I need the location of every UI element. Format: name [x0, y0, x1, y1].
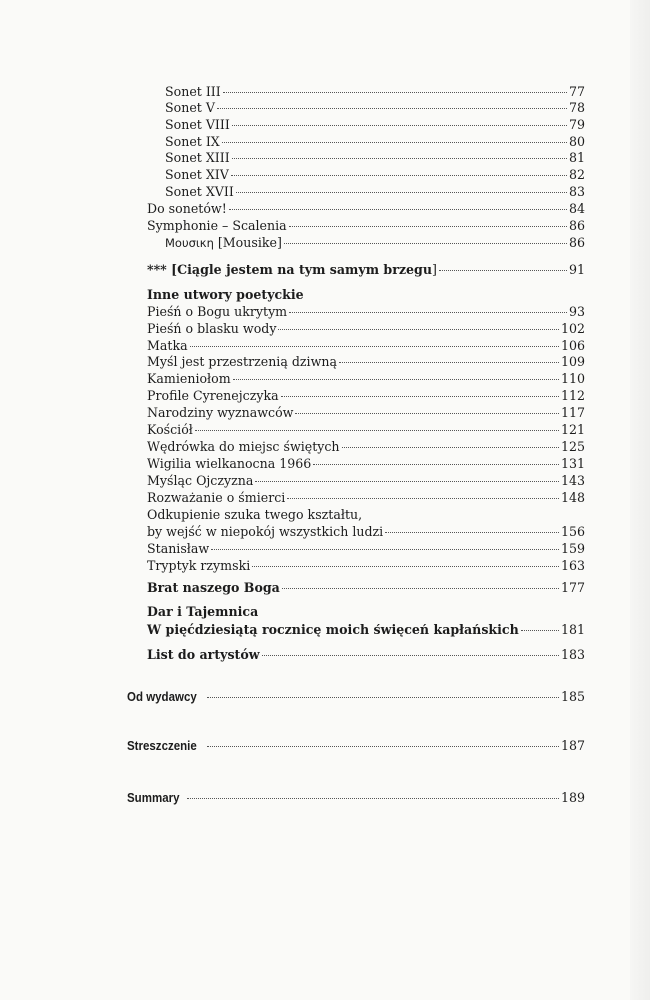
- toc-entry-label: Rozważanie o śmierci: [147, 490, 286, 505]
- label-title: Ciągle jestem na tym samym brzegu: [177, 262, 432, 277]
- leader-dots: [232, 125, 567, 126]
- toc-entry-dar-i-tajemnica[interactable]: [147, 622, 585, 638]
- leader-dots: [236, 192, 567, 193]
- greek-title: Μουσικη: [165, 236, 214, 250]
- toc-entry-label: Wędrówka do miejsc świętych: [147, 439, 340, 454]
- leader-dots: [284, 243, 567, 244]
- toc-entry-label: Kamieniołom: [147, 371, 231, 386]
- toc-page-number: 143: [560, 473, 585, 488]
- toc-entry-label: Sonet V: [165, 100, 215, 115]
- toc-page-number: 181: [560, 622, 585, 637]
- toc-entry-label: Sonet XIII: [165, 150, 230, 165]
- leader-dots: [229, 209, 567, 210]
- toc-entry-label: [165, 235, 282, 251]
- toc-entry-label: Sonet IX: [165, 134, 220, 149]
- toc-entry-piesn-o-bogu[interactable]: [147, 304, 585, 320]
- toc-entry-mysl[interactable]: [147, 354, 585, 370]
- toc-page-number: 185: [560, 689, 585, 704]
- toc-page-number: 177: [560, 580, 585, 595]
- toc-entry-wedrowka[interactable]: [147, 439, 585, 455]
- leader-dots: [195, 430, 559, 431]
- toc-page-number: 77: [568, 84, 585, 99]
- toc-entry-label: Kościół: [147, 422, 193, 437]
- toc-entry-sonet-ix[interactable]: [165, 134, 585, 150]
- toc-entry-label: Narodziny wyznawców: [147, 405, 294, 420]
- toc-page-number: 78: [568, 100, 585, 115]
- toc-page-number: 131: [560, 456, 585, 471]
- toc-entry-label: List do artystów: [147, 647, 260, 662]
- toc-entry-brat-naszego-boga[interactable]: [147, 580, 585, 596]
- toc-page-number: 159: [560, 541, 585, 556]
- toc-entry-label: Myśląc Ojczyzna: [147, 473, 254, 488]
- toc-entry-summary[interactable]: [127, 790, 585, 806]
- toc-page-number: 183: [560, 647, 585, 662]
- toc-page-number: 86: [568, 218, 585, 233]
- leader-dots: [289, 226, 567, 227]
- toc-page-number: 106: [560, 338, 585, 353]
- leader-dots: [385, 532, 559, 533]
- leader-dots: [211, 549, 559, 550]
- toc-page-number: 163: [560, 558, 585, 573]
- toc-entry-piesn-o-blasku[interactable]: [147, 321, 585, 337]
- leader-dots: [289, 312, 567, 313]
- toc-entry-label: Sonet III: [165, 84, 221, 99]
- toc-entry-label: Myśl jest przestrzenią dziwną: [147, 354, 337, 369]
- leader-dots: [521, 630, 559, 631]
- toc-entry-wigilia[interactable]: [147, 456, 585, 472]
- leader-dots: [262, 655, 559, 656]
- toc-page-number: 187: [560, 738, 585, 753]
- leader-dots: [207, 746, 559, 747]
- toc-entry-sonet-iii[interactable]: [165, 84, 585, 100]
- toc-entry-label: Tryptyk rzymski: [147, 558, 251, 573]
- label-prefix: *** [: [147, 262, 178, 277]
- toc-page-number: 189: [560, 790, 585, 805]
- leader-dots: [190, 346, 559, 347]
- toc-page-number: 86: [568, 235, 585, 250]
- toc-entry-tryptyk[interactable]: [147, 558, 585, 574]
- toc-entry-label: Symphonie – Scalenia: [147, 218, 287, 233]
- toc-entry-label: Sonet XIV: [165, 167, 229, 182]
- toc-page-number: 82: [568, 167, 585, 182]
- toc-page-number: 110: [560, 371, 585, 386]
- leader-dots: [223, 92, 567, 93]
- toc-entry-odkupienie-line1: Odkupienie szuka twego kształtu,: [147, 507, 363, 522]
- toc-page-number: 117: [560, 405, 585, 420]
- leader-dots: [342, 447, 559, 448]
- toc-entry-rozwazanie[interactable]: [147, 490, 585, 506]
- toc-entry-label: Wigilia wielkanocna 1966: [147, 456, 312, 471]
- leader-dots: [287, 498, 559, 499]
- toc-entry-profile[interactable]: [147, 388, 585, 404]
- leader-dots: [207, 697, 559, 698]
- toc-entry-label: Streszczenie: [127, 738, 197, 753]
- toc-page-number: 121: [560, 422, 585, 437]
- leader-dots: [282, 588, 559, 589]
- toc-entry-label: Profile Cyrenejczyka: [147, 388, 279, 403]
- toc-entry-od-wydawcy[interactable]: [127, 689, 585, 705]
- toc-page-number: 125: [560, 439, 585, 454]
- toc-page-number: 84: [568, 201, 585, 216]
- toc-entry-label: W pięćdziesiątą rocznicę moich święceń kapłańskich: [147, 622, 519, 637]
- toc-entry-streszczenie[interactable]: [127, 738, 585, 754]
- toc-entry-sonet-xiv[interactable]: [165, 167, 585, 183]
- toc-entry-sonet-xiii[interactable]: [165, 150, 585, 166]
- leader-dots: [233, 379, 559, 380]
- toc-page-number: 80: [568, 134, 585, 149]
- toc-entry-label: Brat naszego Boga: [147, 580, 280, 595]
- toc-entry-label: Od wydawcy: [127, 689, 197, 704]
- leader-dots: [252, 566, 559, 567]
- toc-entry-label: Pieśń o blasku wody: [147, 321, 277, 336]
- toc-entry-label: Matka: [147, 338, 188, 353]
- toc-entry-list-do-artystow[interactable]: [147, 647, 585, 663]
- leader-dots: [231, 175, 567, 176]
- toc-page-number: 93: [568, 304, 585, 319]
- toc-page-number: 156: [560, 524, 585, 539]
- leader-dots: [278, 329, 558, 330]
- toc-entry-stanislaw[interactable]: [147, 541, 585, 557]
- toc-entry-label: Pieśń o Bogu ukrytym: [147, 304, 288, 319]
- toc-entry-label: Do sonetów!: [147, 201, 227, 216]
- leader-dots: [339, 362, 559, 363]
- toc-entry-sonet-v[interactable]: [165, 100, 585, 116]
- leader-dots: [187, 798, 559, 799]
- toc-page-number: 91: [568, 262, 585, 277]
- toc-entry-label: Stanisław: [147, 541, 210, 556]
- toc-page-number: 79: [568, 117, 585, 132]
- toc-entry-narodziny[interactable]: [147, 405, 585, 421]
- toc-entry-myslac-ojczyzna[interactable]: [147, 473, 585, 489]
- toc-entry-odkupienie[interactable]: [147, 524, 585, 540]
- toc-page-number: 83: [568, 184, 585, 199]
- toc-page-number: 109: [560, 354, 585, 369]
- toc-entry-ciagle-jestem[interactable]: [147, 262, 585, 278]
- leader-dots: [281, 396, 559, 397]
- toc-entry-label: [147, 262, 437, 278]
- leader-dots: [222, 142, 567, 143]
- leader-dots: [439, 270, 567, 271]
- toc-entry-sonet-viii[interactable]: [165, 117, 585, 133]
- toc-entry-symphonie[interactable]: [147, 218, 585, 234]
- leader-dots: [232, 158, 567, 159]
- toc-entry-do-sonetow[interactable]: [147, 201, 585, 217]
- toc-entry-matka[interactable]: [147, 338, 585, 354]
- toc-page-number: 148: [560, 490, 585, 505]
- toc-page-number: 102: [560, 321, 585, 336]
- toc-entry-label: Summary: [127, 790, 180, 805]
- label-suffix: ]: [431, 262, 437, 277]
- transliteration: [Mousike]: [213, 235, 282, 250]
- toc-entry-label: Sonet XVII: [165, 184, 234, 199]
- toc-entry-mousike[interactable]: [165, 235, 585, 251]
- leader-dots: [313, 464, 559, 465]
- toc-entry-kamieniolom[interactable]: [147, 371, 585, 387]
- toc-entry-label: by wejść w niepokój wszystkich ludzi: [147, 524, 384, 539]
- toc-page-number: 112: [560, 388, 585, 403]
- leader-dots: [217, 108, 567, 109]
- leader-dots: [295, 413, 559, 414]
- toc-entry-label: Sonet VIII: [165, 117, 230, 132]
- toc-entry-kosciol[interactable]: [147, 422, 585, 438]
- leader-dots: [255, 481, 559, 482]
- section-heading-dar-i-tajemnica: Dar i Tajemnica: [147, 604, 259, 619]
- toc-entry-sonet-xvii[interactable]: [165, 184, 585, 200]
- toc-page-number: 81: [568, 150, 585, 165]
- section-heading-inne-utwory: Inne utwory poetyckie: [147, 287, 304, 302]
